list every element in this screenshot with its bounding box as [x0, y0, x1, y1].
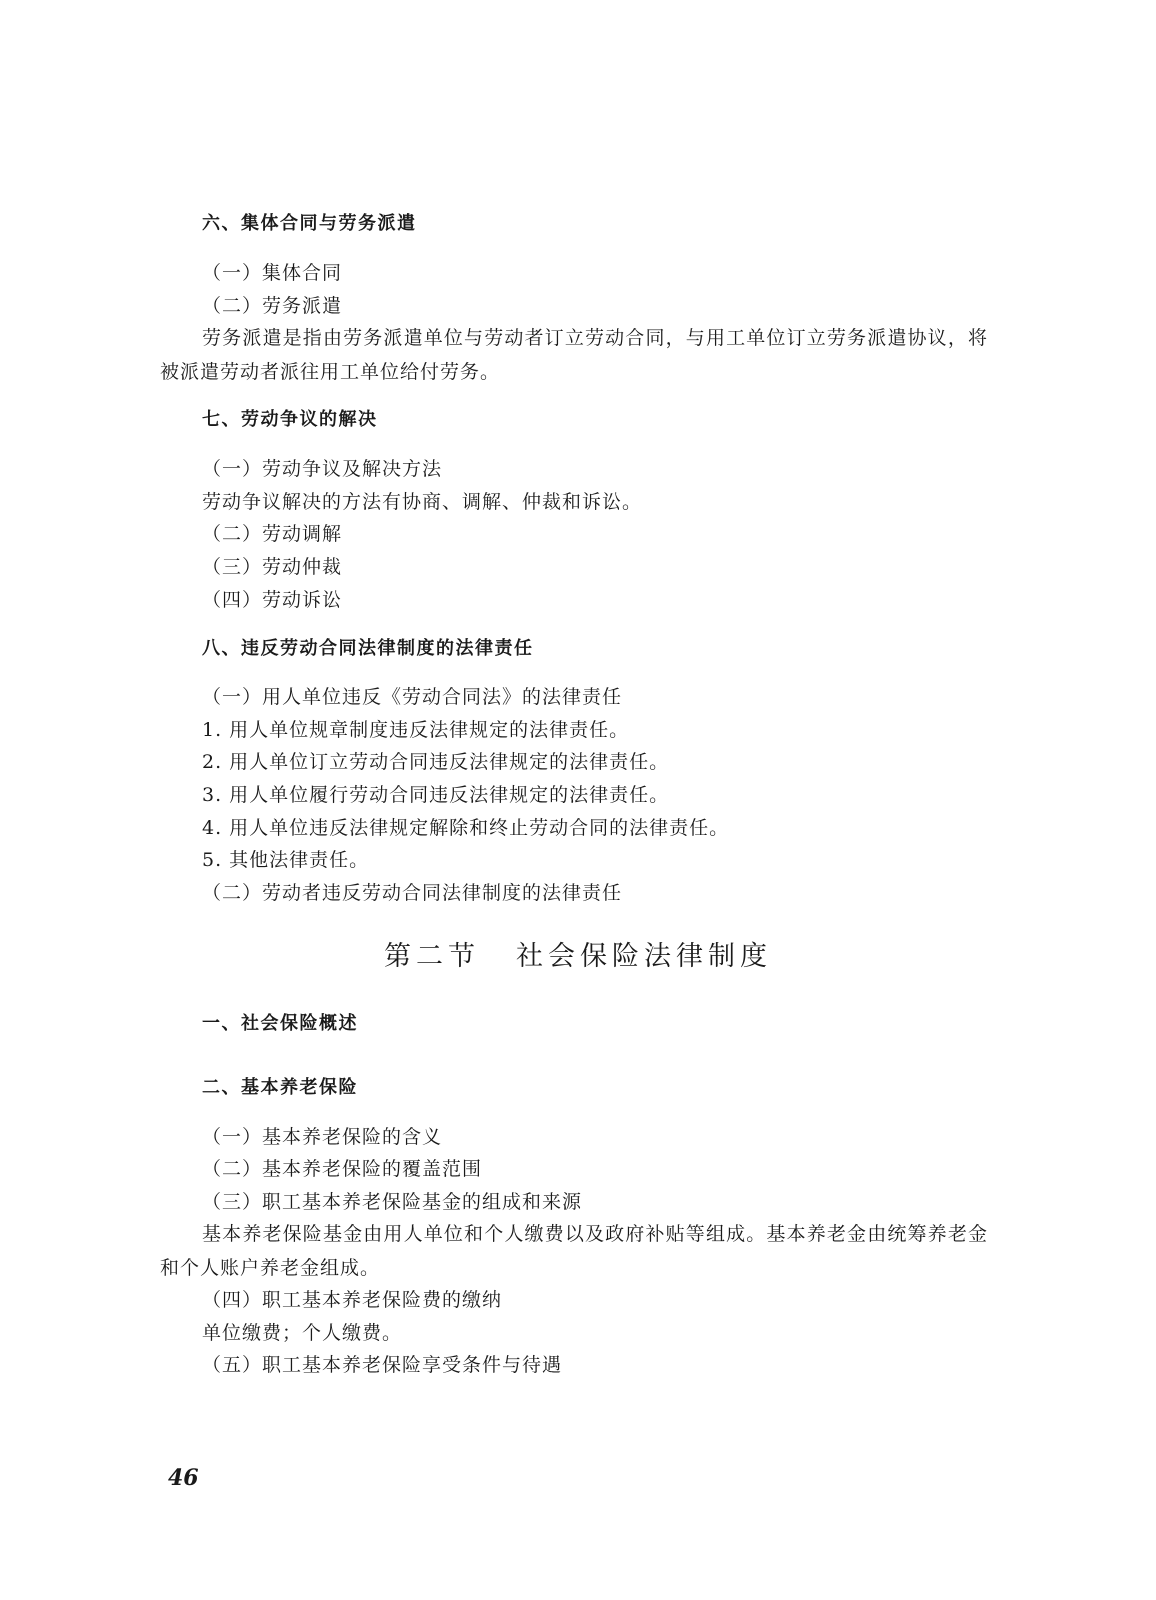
section-heading-one: 一、社会保险概述: [202, 1013, 358, 1034]
subheading: （四）职工基本养老保险费的缴纳: [202, 1289, 503, 1311]
subheading: （一）集体合同: [202, 262, 343, 284]
section-heading-two: 二、基本养老保险: [202, 1077, 358, 1098]
subheading: （二）劳务派遣: [202, 295, 343, 317]
subheading: （三）职工基本养老保险基金的组成和来源: [202, 1191, 583, 1213]
subheading: （五）职工基本养老保险享受条件与待遇: [202, 1354, 563, 1376]
paragraph-labor-dispatch: 劳务派遣是指由劳务派遣单位与劳动者订立劳动合同，与用工单位订立劳务派遣协议，将被派遣劳动者派往用工单位给付劳务。: [160, 327, 988, 383]
subheading: （一）劳动争议及解决方法: [202, 458, 443, 480]
list-item: 5. 其他法律责任。: [202, 849, 370, 871]
subheading: （一）基本养老保险的含义: [202, 1126, 443, 1148]
subheading: （一）用人单位违反《劳动合同法》的法律责任: [202, 686, 623, 708]
list-item: 3. 用人单位履行劳动合同违反法律规定的法律责任。: [202, 784, 670, 806]
list-item: 4. 用人单位违反法律规定解除和终止劳动合同的法律责任。: [202, 817, 730, 839]
paragraph-pension-fund: 基本养老保险基金由用人单位和个人缴费以及政府补贴等组成。基本养老金由统筹养老金和个人账户养老金组成。: [160, 1223, 988, 1279]
section-heading-six: 六、集体合同与劳务派遣: [202, 213, 417, 234]
subheading: （三）劳动仲裁: [202, 556, 343, 578]
subheading: （二）劳动者违反劳动合同法律制度的法律责任: [202, 882, 623, 904]
section-title-text: 社会保险法律制度: [516, 941, 772, 972]
list-item: 2. 用人单位订立劳动合同违反法律规定的法律责任。: [202, 751, 670, 773]
body-text: 单位缴费；个人缴费。: [202, 1322, 403, 1344]
body-text: 劳动争议解决的方法有协商、调解、仲裁和诉讼。: [202, 491, 643, 513]
section-heading-eight: 八、违反劳动合同法律制度的法律责任: [202, 638, 534, 659]
section-number: 第二节: [384, 941, 480, 972]
chapter-section-title: [0, 941, 1156, 973]
page-number: 46: [168, 1465, 199, 1491]
subheading: （二）劳动调解: [202, 523, 343, 545]
subheading: （二）基本养老保险的覆盖范围: [202, 1158, 483, 1180]
subheading: （四）劳动诉讼: [202, 589, 343, 611]
section-heading-seven: 七、劳动争议的解决: [202, 409, 378, 430]
list-item: 1. 用人单位规章制度违反法律规定的法律责任。: [202, 719, 630, 741]
